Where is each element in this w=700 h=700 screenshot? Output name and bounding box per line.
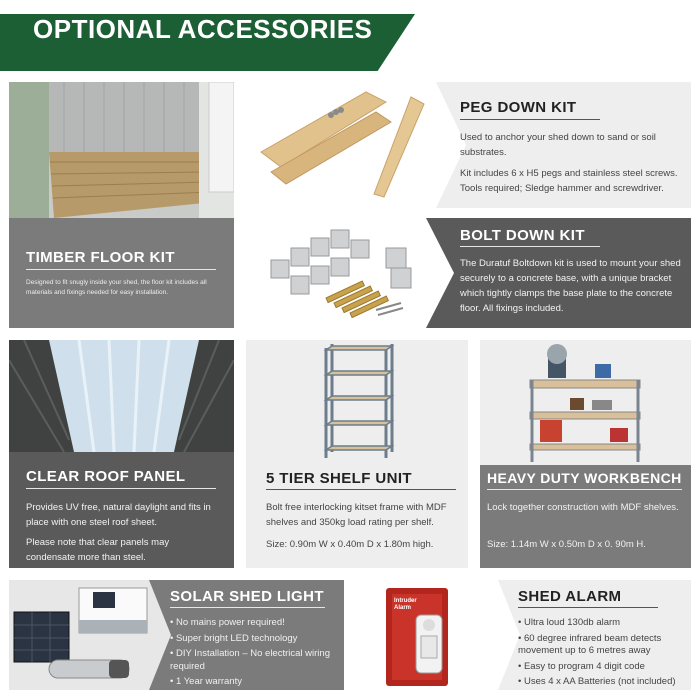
shelf-unit-size: Size: 0.90m W x 0.40m D x 1.80m high. bbox=[266, 539, 434, 550]
peg-down-paragraph-1: Used to anchor your shed down to sand or soil substrates. bbox=[460, 132, 656, 158]
peg-down-paragraph-2: Kit includes 6 x H5 pegs and stainless steel screws. Tools required; Sledge hammer and screwdriver. bbox=[460, 168, 678, 194]
solar-light-features bbox=[170, 617, 335, 690]
peg-down-panel bbox=[246, 82, 691, 208]
shelf-unit-description: Bolt free interlocking kitset frame with MDF shelves and 350kg load rating per shelf. bbox=[266, 502, 447, 528]
shed-alarm-package-text: Intruder Alarm bbox=[394, 598, 417, 611]
shelf-unit-title: 5 TIER SHELF UNIT bbox=[266, 470, 412, 487]
bolt-down-panel bbox=[246, 218, 691, 328]
shelf-unit-rule bbox=[266, 489, 456, 490]
peg-down-image bbox=[246, 82, 436, 208]
timber-floor-image bbox=[9, 82, 234, 218]
solar-feature-3: • DIY Installation – No electrical wiring required bbox=[170, 648, 335, 673]
clear-roof-paragraph-1: Provides UV free, natural daylight and fits in place with one steel roof sheet. bbox=[26, 502, 211, 528]
solar-light-rule bbox=[170, 607, 325, 608]
solar-light-image bbox=[9, 580, 149, 690]
shed-alarm-features bbox=[518, 617, 688, 690]
solar-light-title: SOLAR SHED LIGHT bbox=[170, 588, 324, 605]
bolt-down-rule bbox=[460, 246, 600, 247]
timber-floor-title: TIMBER FLOOR KIT bbox=[26, 249, 175, 266]
timber-floor-panel bbox=[9, 82, 234, 328]
alarm-feature-2: • 60 degree infrared beam detects movement up to 6 metres away bbox=[518, 633, 688, 658]
bolt-down-title: BOLT DOWN KIT bbox=[460, 227, 585, 244]
shed-alarm-arrow bbox=[498, 580, 520, 690]
workbench-rule bbox=[487, 489, 682, 490]
workbench-size: Size: 1.14m W x 0.50m D x 0. 90m H. bbox=[487, 539, 646, 550]
solar-feature-2: • Super bright LED technology bbox=[170, 633, 335, 646]
timber-floor-description: Designed to fit snugly inside your shed, the floor kit includes all materials and fixings needed for easy installation. bbox=[26, 279, 207, 296]
workbench-title: HEAVY DUTY WORKBENCH bbox=[487, 470, 682, 486]
solar-light-arrow bbox=[149, 580, 171, 690]
alarm-feature-4: • Uses 4 x AA Batteries (not included) bbox=[518, 676, 688, 689]
clear-roof-image bbox=[9, 340, 234, 452]
bolt-down-image bbox=[246, 218, 426, 328]
peg-down-title: PEG DOWN KIT bbox=[460, 99, 577, 116]
peg-down-rule bbox=[460, 119, 600, 120]
clear-roof-panel bbox=[9, 340, 234, 568]
shed-alarm-panel bbox=[358, 580, 691, 690]
shelf-unit-image bbox=[246, 340, 468, 465]
shed-alarm-rule bbox=[518, 607, 658, 608]
workbench-image bbox=[480, 340, 691, 465]
shed-alarm-image bbox=[358, 580, 498, 690]
shed-alarm-title: SHED ALARM bbox=[518, 588, 622, 605]
alarm-feature-1: • Ultra loud 130db alarm bbox=[518, 617, 688, 630]
workbench-description: Lock together construction with MDF shelves. bbox=[487, 502, 679, 513]
clear-roof-title: CLEAR ROOF PANEL bbox=[26, 468, 186, 485]
shelf-unit-panel bbox=[246, 340, 468, 568]
clear-roof-rule bbox=[26, 488, 216, 489]
bolt-down-arrow bbox=[426, 218, 454, 328]
solar-feature-1: • No mains power required! bbox=[170, 617, 335, 630]
solar-light-panel bbox=[9, 580, 344, 690]
timber-floor-rule bbox=[26, 269, 216, 270]
bolt-down-description: The Duratuf Boltdown kit is used to mount your shed securely to a concrete base, with a unique bracket which tightly clamps the base plate to the concrete floor. All fixings included. bbox=[460, 258, 681, 314]
workbench-panel bbox=[480, 340, 691, 568]
solar-feature-4: • 1 Year warranty bbox=[170, 676, 335, 689]
clear-roof-paragraph-2: Please note that clear panels may condensate more than steel. bbox=[26, 537, 170, 563]
alarm-feature-3: • Easy to program 4 digit code bbox=[518, 661, 688, 674]
page-title: OPTIONAL ACCESSORIES bbox=[33, 14, 373, 44]
